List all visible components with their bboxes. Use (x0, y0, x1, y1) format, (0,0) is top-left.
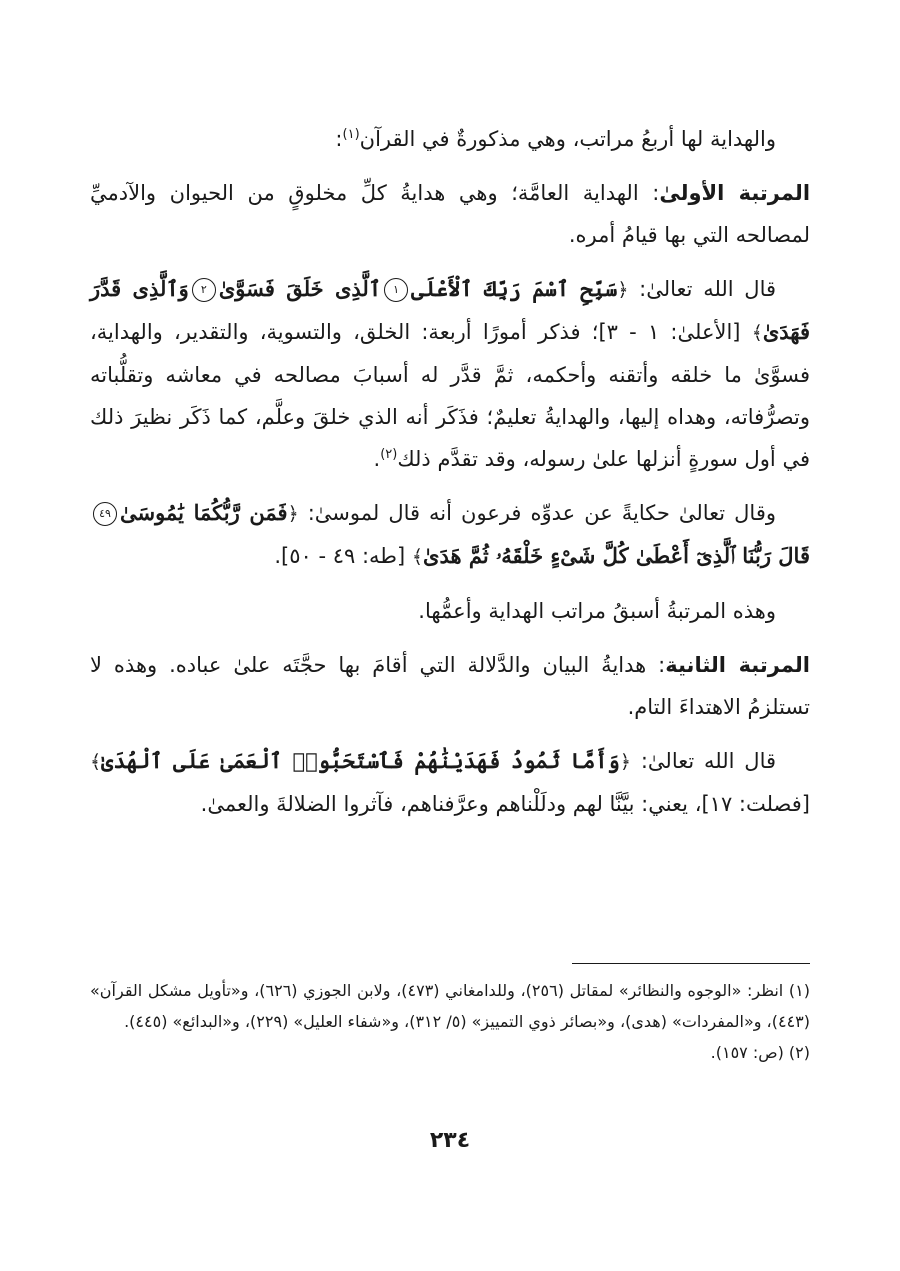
quran-bracket-close: ﴾ (411, 546, 424, 568)
paragraph-second-rank (90, 644, 810, 728)
verse-commentary: [الأعلىٰ: ١ - ٣]؛ فذكر أمورًا أربعة: الخلق، والتسوية، والتقدير، والهداية، فسوَّىٰ ما خلقه وأتقنه وأحكمه، ثمَّ قدَّر له أسبابَ مصالحه في معاشه وتقلُّباته وتصرُّفاته، وهداه إليها، والهدايةُ تعليمٌ؛ فذَكَر أنه الذي خلقَ وعلَّم، كما ذَكَر نظيرَ ذلك في أول سورةٍ أنزلها علىٰ رسوله، وقد تقدَّم ذلك (90, 320, 810, 471)
fussilat-intro: قال الله تعالىٰ: (631, 749, 777, 773)
quran-verse-taha-1: فَمَن رَّبُّكُمَا يَٰمُوسَىٰ (120, 500, 288, 525)
intro-text: والهداية لها أربعُ مراتب، وهي مذكورةٌ في القرآن (359, 127, 776, 151)
paragraph-first-rank (90, 172, 810, 256)
paragraph-intro (90, 118, 810, 160)
first-rank-heading: المرتبة الأولىٰ (659, 181, 811, 205)
second-rank-text: : هدايةُ البيان والدَّلالة التي أقامَ بها حجَّتَه علىٰ عباده. وهذه لا تستلزمُ الاهتداءَ التام. (90, 653, 810, 719)
commentary-end: . (373, 447, 381, 471)
quran-bracket-open: ﴿ (619, 751, 631, 773)
paragraph-summary (90, 590, 810, 632)
footnote-separator (572, 963, 810, 964)
first-rank-text: : الهداية العامَّة؛ وهي هدايةُ كلِّ مخلوقٍ من الحيوان والآدميِّ لمصالحه التي بها قيامُ أمره. (90, 181, 810, 247)
footnote-2 (90, 1037, 810, 1068)
footnote-text: انظر: «الوجوه والنظائر» لمقاتل (٢٥٦)، وللدامغاني (٤٧٣)، ولابن الجوزي (٦٢٦)، و«تأويل مشكل القرآن» (٤٤٣)، و«المفردات» (هدى)، و«بصائر ذوي التمييز» (٥/ ٣١٢)، و«شفاء العليل» (٢٢٩)، و«البدائع» (٤٤٥). (90, 981, 810, 1031)
quran-verse-2: ٱلَّذِى خَلَقَ فَسَوَّىٰ (218, 276, 382, 301)
intro-end: : (335, 127, 343, 151)
quran-bracket-close: ﴾ (90, 751, 102, 773)
footnote-ref-2[interactable]: (٢) (380, 447, 398, 462)
taha-reference: [طه: ٤٩ - ٥٠]. (274, 544, 412, 568)
ayah-number-marker: ١ (384, 278, 408, 302)
second-rank-heading: المرتبة الثانية (665, 653, 810, 677)
footnotes (90, 975, 810, 1068)
footnote-ref-1[interactable]: (١) (342, 127, 360, 142)
summary-text: وهذه المرتبةُ أسبقُ مراتب الهداية وأعمُّها. (418, 599, 776, 623)
taha-intro: وقال تعالىٰ حكايةً عن عدوِّه فرعون أنه قال لموسىٰ: (298, 501, 777, 525)
quran-verse-3: وَٱلَّذِى قَدَّرَ فَهَدَىٰ (90, 276, 811, 344)
paragraph-verse-fussilat (90, 740, 810, 825)
quran-verse-fussilat: وَأَمَّا ثَمُودُ فَهَدَيْنَٰهُمْ فَٱسْتَحَبُّوا۟ ٱلْعَمَىٰ عَلَى ٱلْهُدَىٰ (101, 748, 620, 773)
paragraph-verse-taha (90, 492, 810, 578)
verse-intro: قال الله تعالىٰ: (628, 277, 777, 301)
paragraph-verse-al-ala (90, 268, 810, 480)
ayah-number-marker: ٢ (192, 278, 216, 302)
ayah-number-marker: ٤٩ (93, 502, 117, 526)
footnote-text: (ص: ١٥٧). (710, 1043, 784, 1062)
quran-verse-taha-2: قَالَ رَبُّنَا ٱلَّذِىٓ أَعْطَىٰ كُلَّ شَىْءٍ خَلْقَهُۥ ثُمَّ هَدَىٰ (423, 543, 810, 568)
quran-verse-1: سَبِّحِ ٱسْمَ رَبِّكَ ٱلْأَعْلَى (411, 276, 618, 301)
footnote-marker: (١) (788, 981, 810, 1000)
fussilat-commentary: [فصلت: ١٧]، يعني: بيَّنَّا لهم ودلَلْناهم وعرَّفناهم، فآثروا الضلالةَ والعمىٰ. (200, 792, 810, 816)
quran-bracket-close: ﴾ (751, 322, 763, 344)
quran-bracket-open: ﴿ (287, 503, 299, 525)
page-number: ٢٣٤ (429, 1128, 471, 1153)
footnote-marker: (٢) (788, 1043, 810, 1062)
quran-bracket-open: ﴿ (617, 279, 629, 301)
footnote-1 (90, 975, 810, 1037)
